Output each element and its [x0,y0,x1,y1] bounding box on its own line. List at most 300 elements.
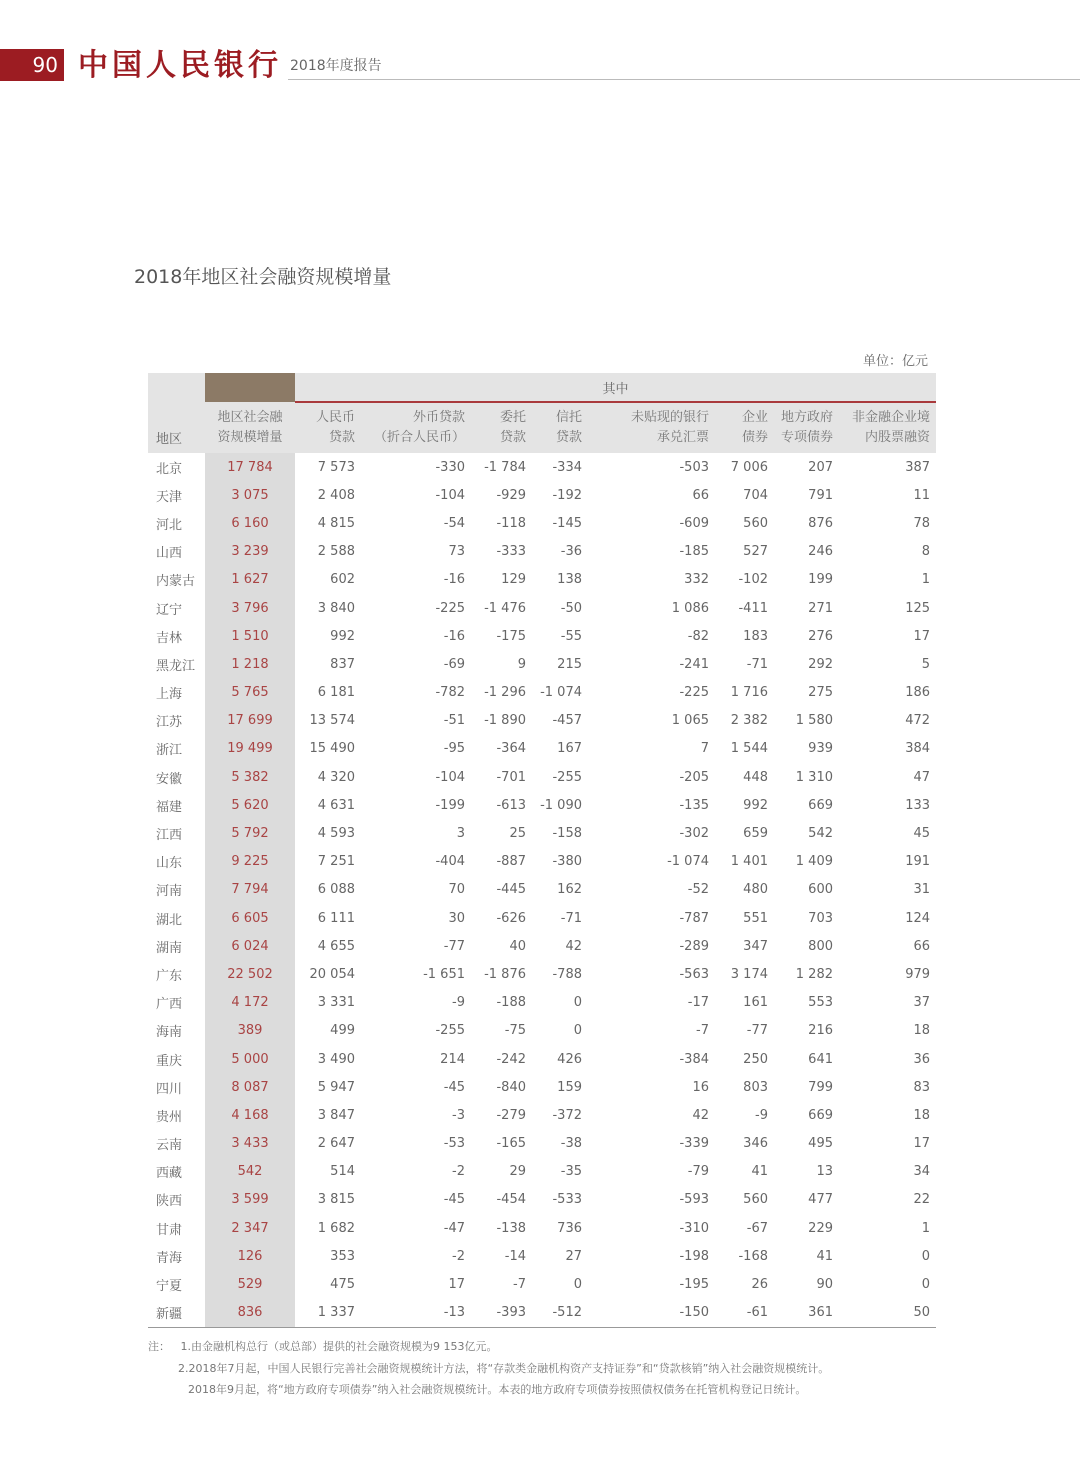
region-cell: 福建 [156,799,183,815]
value-cell: -45 [443,1192,465,1208]
value-cell: -1 890 [484,713,526,729]
table-row [148,1214,936,1242]
value-cell: -384 [679,1051,709,1067]
value-cell: -7 [696,1023,709,1039]
value-cell: -1 876 [484,966,526,982]
table-row [148,904,936,932]
value-cell: 83 [913,1079,931,1095]
table-row [148,1130,936,1158]
region-cell: 四川 [156,1081,183,1097]
value-cell: -445 [496,882,526,898]
value-cell: 13 [816,1164,833,1180]
col-bankers-acceptance: 未贴现的银行 承兑汇票 [588,402,715,453]
total-cell: 1 627 [205,566,295,594]
total-cell: 3 796 [205,594,295,622]
value-cell: -150 [588,1299,715,1328]
value-cell: 20 054 [309,966,355,982]
value-cell: -9 [755,1107,768,1123]
value-cell: -195 [679,1277,709,1293]
value-cell: -118 [496,515,526,531]
region-cell: 黑龙江 [156,658,196,674]
value-cell: -145 [552,515,582,531]
value-cell: -16 [443,572,465,588]
table-row [148,1270,936,1298]
value-cell: 992 [330,628,355,644]
value-cell: 2 408 [317,487,355,503]
value-cell: 1 065 [671,713,709,729]
total-cell: 17 784 [205,453,295,481]
table-row [148,509,936,537]
total-cell: 4 168 [205,1101,295,1129]
bank-name-logo: 中国人民银行 [78,48,282,83]
notes-label: 注： [148,1340,170,1353]
value-cell: -457 [552,713,582,729]
total-cell: 542 [205,1158,295,1186]
value-cell: 499 [330,1023,355,1039]
value-cell: 31 [913,882,931,898]
value-cell: 129 [501,572,526,588]
value-cell: 361 [774,1299,839,1328]
value-cell: 332 [684,572,709,588]
value-cell: 207 [808,459,833,475]
value-cell: -333 [496,544,526,560]
table-row [148,932,936,960]
total-cell: 1 510 [205,622,295,650]
col-equity-financing: 非金融企业境 内股票融资 [839,402,936,453]
value-cell: 250 [743,1051,768,1067]
value-cell: 387 [905,459,931,475]
table-row [148,679,936,707]
value-cell: 791 [808,487,833,503]
value-cell: 837 [330,656,355,672]
total-cell: 6 160 [205,509,295,537]
value-cell: -35 [560,1164,582,1180]
value-cell: -36 [560,544,582,560]
value-cell: -95 [443,741,465,757]
value-cell: 199 [808,572,833,588]
value-cell: 275 [808,685,833,701]
table-row [148,876,936,904]
value-cell: -1 651 [423,966,465,982]
total-cell: 7 794 [205,876,295,904]
region-cell: 河北 [156,517,183,533]
value-cell: 641 [808,1051,833,1067]
value-cell: -175 [496,628,526,644]
value-cell: -302 [679,826,709,842]
value-cell: -289 [679,938,709,954]
value-cell: 426 [557,1051,582,1067]
value-cell: 37 [913,995,931,1011]
value-cell: 4 815 [317,515,355,531]
value-cell: 73 [448,544,465,560]
region-cell: 山西 [156,546,183,562]
value-cell: 1 337 [295,1299,361,1328]
value-cell: 1 682 [317,1220,355,1236]
value-cell: -787 [679,910,709,926]
value-cell: 704 [743,487,768,503]
value-cell: 167 [557,741,582,757]
note-2: 2.2018年7月起，中国人民银行完善社会融资规模统计方法，将“存款类金融机构资产支持证券”和“贷款核销”纳入社会融资规模统计。 [178,1361,830,1375]
total-cell: 126 [205,1242,295,1270]
value-cell: 992 [743,797,768,813]
value-cell: -701 [496,769,526,785]
value-cell: 384 [905,741,931,757]
region-cell: 重庆 [156,1053,183,1069]
value-cell: 191 [905,854,931,870]
value-cell: -1 090 [540,797,582,813]
value-cell: 1 544 [730,741,768,757]
value-cell: -1 784 [484,459,526,475]
total-cell: 6 024 [205,932,295,960]
value-cell: 669 [808,797,833,813]
value-cell: -205 [679,769,709,785]
value-cell: 2 382 [730,713,768,729]
value-cell: 0 [573,1277,582,1293]
value-cell: 216 [808,1023,833,1039]
col-fx-loans: 外币贷款 （折合人民币） [361,402,471,453]
value-cell: 600 [808,882,833,898]
value-cell: 4 593 [317,826,355,842]
table-row [148,650,936,678]
total-cell: 5 792 [205,819,295,847]
value-cell: -626 [496,910,526,926]
value-cell: 161 [743,995,768,1011]
value-cell: -54 [443,515,465,531]
value-cell: -104 [435,487,465,503]
value-cell: 803 [743,1079,768,1095]
value-cell: -310 [679,1220,709,1236]
value-cell: 47 [913,769,931,785]
value-cell: 1 [921,1220,931,1236]
table-row [148,707,936,735]
value-cell: -77 [746,1023,768,1039]
value-cell: -38 [560,1136,582,1152]
value-cell: -613 [496,797,526,813]
value-cell: -334 [552,459,582,475]
region-cell: 北京 [156,461,183,477]
value-cell: -51 [443,713,465,729]
value-cell: 22 [913,1192,931,1208]
value-cell: 1 [921,572,931,588]
value-cell: 1 401 [730,854,768,870]
value-cell: 514 [330,1164,355,1180]
region-cell: 江苏 [156,715,183,731]
value-cell: 1 409 [795,854,833,870]
value-cell: 45 [913,826,931,842]
value-cell: -503 [679,459,709,475]
col-rmb-loans: 人民币 贷款 [295,402,361,453]
value-cell: 215 [557,656,582,672]
total-cell: 22 502 [205,960,295,988]
total-cell: 5 620 [205,791,295,819]
value-cell: 16 [692,1079,709,1095]
value-cell: -411 [738,600,768,616]
value-cell: 1 580 [795,713,833,729]
value-cell: -279 [496,1107,526,1123]
value-cell: -53 [443,1136,465,1152]
value-cell: 11 [913,487,931,503]
value-cell: 66 [913,938,931,954]
total-cell: 1 218 [205,650,295,678]
region-cell: 天津 [156,489,183,505]
value-cell: 70 [448,882,465,898]
value-cell: -138 [496,1220,526,1236]
col-region-header: 地区 [148,373,205,453]
value-cell: 3 331 [317,995,355,1011]
value-cell: 560 [743,1192,768,1208]
value-cell: -52 [687,882,709,898]
value-cell: -79 [687,1164,709,1180]
table-row [148,594,936,622]
value-cell: 560 [743,515,768,531]
table-row [148,622,936,650]
value-cell: -9 [452,995,465,1011]
value-cell: 472 [905,713,931,729]
total-cell: 2 347 [205,1214,295,1242]
table-row [148,1158,936,1186]
value-cell: 6 181 [317,685,355,701]
region-cell: 海南 [156,1025,183,1041]
value-cell: 3 490 [317,1051,355,1067]
value-cell: 475 [330,1277,355,1293]
value-cell: 799 [808,1079,833,1095]
footnotes [148,1336,829,1401]
table-row [148,989,936,1017]
value-cell: 551 [743,910,768,926]
region-cell: 甘肃 [156,1222,183,1238]
value-cell: -102 [738,572,768,588]
value-cell: 448 [743,769,768,785]
total-cell: 4 172 [205,989,295,1017]
value-cell: 8 [921,544,931,560]
value-cell: 1 282 [795,966,833,982]
value-cell: -71 [560,910,582,926]
value-cell: 246 [808,544,833,560]
value-cell: 7 [700,741,709,757]
value-cell: 36 [913,1051,931,1067]
total-header-top [205,373,295,402]
table-row [148,453,936,481]
value-cell: -404 [435,854,465,870]
value-cell: 6 088 [317,882,355,898]
value-cell: -7 [513,1277,526,1293]
value-cell: -14 [504,1248,526,1264]
total-cell: 19 499 [205,735,295,763]
value-cell: -188 [496,995,526,1011]
table-row [148,481,936,509]
total-cell: 3 075 [205,481,295,509]
region-cell: 青海 [156,1250,183,1266]
value-cell: 183 [743,628,768,644]
total-cell: 5 000 [205,1045,295,1073]
region-cell: 内蒙古 [156,574,196,590]
value-cell: -330 [435,459,465,475]
value-cell: -67 [746,1220,768,1236]
value-cell: -512 [532,1299,588,1328]
value-cell: -563 [679,966,709,982]
value-cell: 4 655 [317,938,355,954]
table-row [148,1299,936,1328]
value-cell: -380 [552,854,582,870]
value-cell: -533 [552,1192,582,1208]
value-cell: -192 [552,487,582,503]
value-cell: -50 [560,600,582,616]
value-cell: -1 074 [667,854,709,870]
value-cell: 347 [743,938,768,954]
value-cell: 90 [816,1277,833,1293]
table-row [148,763,936,791]
col-corporate-bonds: 企业 债券 [715,402,774,453]
value-cell: 13 574 [309,713,355,729]
table-row [148,1101,936,1129]
note-1: 1.由金融机构总行（或总部）提供的社会融资规模为9 153亿元。 [180,1340,498,1353]
table-row [148,566,936,594]
page-number: 90 [0,49,64,81]
value-cell: -372 [552,1107,582,1123]
value-cell: -165 [496,1136,526,1152]
value-cell: 979 [905,966,931,982]
value-cell: -3 [452,1107,465,1123]
region-cell: 吉林 [156,630,183,646]
value-cell: 40 [509,938,526,954]
value-cell: -158 [552,826,582,842]
value-cell: 3 815 [317,1192,355,1208]
value-cell: -199 [435,797,465,813]
value-cell: 542 [808,826,833,842]
value-cell: 125 [905,600,931,616]
value-cell: 229 [808,1220,833,1236]
value-cell: -45 [443,1079,465,1095]
value-cell: -16 [443,628,465,644]
value-cell: -339 [679,1136,709,1152]
col-special-bonds: 地方政府 专项债券 [774,402,839,453]
value-cell: -17 [687,995,709,1011]
value-cell: 25 [509,826,526,842]
value-cell: 42 [565,938,582,954]
value-cell: 703 [808,910,833,926]
value-cell: -225 [435,600,465,616]
unit-label: 单位：亿元 [862,354,928,369]
table-row [148,1073,936,1101]
value-cell: -13 [361,1299,471,1328]
value-cell: 159 [557,1079,582,1095]
table-row [148,848,936,876]
value-cell: 78 [913,515,931,531]
value-cell: -887 [496,854,526,870]
region-cell: 浙江 [156,743,183,759]
value-cell: 5 947 [317,1079,355,1095]
value-cell: -77 [443,938,465,954]
report-year: 2018年度报告 [290,58,382,74]
value-cell: 4 631 [317,797,355,813]
col-total-header: 地区社会融 资规模增量 [205,402,295,453]
value-cell: 124 [905,910,931,926]
value-cell: 138 [557,572,582,588]
value-cell: 7 573 [317,459,355,475]
value-cell: -82 [687,628,709,644]
value-cell: 1 310 [795,769,833,785]
value-cell: 1 716 [730,685,768,701]
total-cell: 8 087 [205,1073,295,1101]
value-cell: -1 476 [484,600,526,616]
value-cell: 17 [913,628,931,644]
table-row [148,1186,936,1214]
value-cell: 5 [921,656,931,672]
region-cell: 广西 [156,997,183,1013]
value-cell: 186 [905,685,931,701]
total-cell: 3 599 [205,1186,295,1214]
region-cell: 贵州 [156,1109,183,1125]
value-cell: 162 [557,882,582,898]
value-cell: -1 074 [540,685,582,701]
value-cell: 7 251 [317,854,355,870]
table-row [148,735,936,763]
value-cell: 0 [921,1248,931,1264]
page-title: 2018年地区社会融资规模增量 [134,266,392,288]
value-cell: 26 [751,1277,768,1293]
total-cell: 5 382 [205,763,295,791]
value-cell: 18 [913,1107,931,1123]
note-2-cont: 2018年9月起，将“地方政府专项债券”纳入社会融资规模统计。本表的地方政府专项债券按照债权债务在托管机构登记日统计。 [188,1383,807,1396]
value-cell: 66 [692,487,709,503]
region-cell: 云南 [156,1138,183,1154]
value-cell: 214 [440,1051,465,1067]
total-cell: 3 433 [205,1130,295,1158]
value-cell: 42 [692,1107,709,1123]
value-cell: 27 [565,1248,582,1264]
value-cell: -593 [679,1192,709,1208]
value-cell: 527 [743,544,768,560]
value-cell: -1 296 [484,685,526,701]
value-cell: 3 840 [317,600,355,616]
value-cell: -241 [679,656,709,672]
value-cell: -225 [679,685,709,701]
value-cell: 41 [816,1248,833,1264]
value-cell: 669 [808,1107,833,1123]
value-cell: 346 [743,1136,768,1152]
region-cell: 辽宁 [156,602,183,618]
value-cell: 15 490 [309,741,355,757]
value-cell: 271 [808,600,833,616]
value-cell: -198 [679,1248,709,1264]
value-cell: -104 [435,769,465,785]
value-cell: -2 [452,1248,465,1264]
group-header: 其中 [295,373,936,402]
value-cell: 17 [913,1136,931,1152]
value-cell: -69 [443,656,465,672]
value-cell: -393 [471,1299,532,1328]
table-row [148,1045,936,1073]
value-cell: 1 086 [671,600,709,616]
value-cell: 34 [913,1164,931,1180]
value-cell: 17 [448,1277,465,1293]
value-cell: 18 [913,1023,931,1039]
total-cell: 836 [205,1299,295,1328]
value-cell: -2 [452,1164,465,1180]
value-cell: -61 [715,1299,774,1328]
region-cell: 广东 [156,968,183,984]
region-cell: 西藏 [156,1166,183,1182]
value-cell: 276 [808,628,833,644]
total-cell: 5 765 [205,679,295,707]
value-cell: 0 [573,1023,582,1039]
total-cell: 389 [205,1017,295,1045]
total-cell: 6 605 [205,904,295,932]
table-row [148,791,936,819]
value-cell: 480 [743,882,768,898]
value-cell: 30 [448,910,465,926]
value-cell: 602 [330,572,355,588]
